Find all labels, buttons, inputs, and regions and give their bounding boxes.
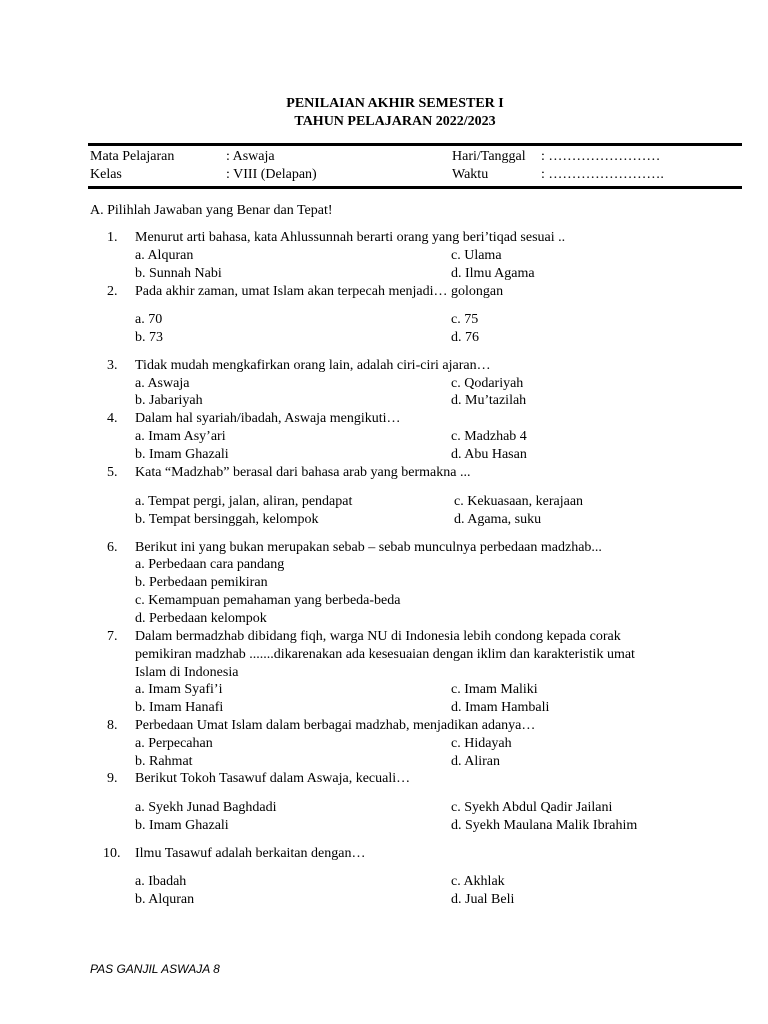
- question-text: Berikut Tokoh Tasawuf dalam Aswaja, kecuali…: [135, 771, 411, 786]
- option-b: b. Tempat bersinggah, kelompok: [135, 512, 319, 527]
- question-number: 9.: [107, 771, 118, 786]
- subject-label: Mata Pelajaran: [90, 149, 175, 164]
- option-a: a. Alquran: [135, 248, 194, 263]
- question-number: 6.: [107, 540, 118, 555]
- question-text-line: Dalam bermadzhab dibidang fiqh, warga NU di Indonesia lebih condong kepada corak: [135, 629, 621, 644]
- option-c: c. Kemampuan pemahaman yang berbeda-beda: [135, 593, 401, 608]
- date-label: Hari/Tanggal: [452, 149, 526, 164]
- option-a: a. Tempat pergi, jalan, aliran, pendapat: [135, 494, 353, 509]
- question-text: Menurut arti bahasa, kata Ahlussunnah berarti orang yang beri’tiqad sesuai ..: [135, 230, 566, 245]
- option-b: b. Rahmat: [135, 754, 193, 769]
- question-number: 5.: [107, 465, 118, 480]
- class-label: Kelas: [90, 167, 122, 182]
- option-d: d. Perbedaan kelompok: [135, 611, 267, 626]
- question-text: Ilmu Tasawuf adalah berkaitan dengan…: [135, 846, 366, 861]
- option-a: a. Perbedaan cara pandang: [135, 557, 285, 572]
- date-value: : ……………………: [541, 149, 661, 164]
- option-d: d. Ilmu Agama: [451, 266, 535, 281]
- option-d: d. Jual Beli: [451, 892, 515, 907]
- option-a: a. Imam Syafi’i: [135, 682, 223, 697]
- bottom-rule: [88, 186, 742, 189]
- option-a: a. Syekh Junad Baghdadi: [135, 800, 277, 815]
- option-a: a. Perpecahan: [135, 736, 213, 751]
- option-c: c. Hidayah: [451, 736, 512, 751]
- question-text: Dalam hal syariah/ibadah, Aswaja mengikuti…: [135, 411, 401, 426]
- option-c: c. Syekh Abdul Qadir Jailani: [451, 800, 613, 815]
- question-number: 3.: [107, 358, 118, 373]
- option-b: b. Sunnah Nabi: [135, 266, 222, 281]
- question-text: Perbedaan Umat Islam dalam berbagai madzhab, menjadikan adanya…: [135, 718, 536, 733]
- page-footer: PAS GANJIL ASWAJA 8: [90, 962, 220, 976]
- question-number: 2.: [107, 284, 118, 299]
- question-text: Kata “Madzhab” berasal dari bahasa arab yang bermakna ...: [135, 465, 471, 480]
- top-rule: [88, 143, 742, 146]
- option-d: d. Mu’tazilah: [451, 393, 527, 408]
- question-text-line: pemikiran madzhab .......dikarenakan ada kesesuaian dengan iklim dan karakteristik umat: [135, 647, 635, 662]
- option-c: c. Kekuasaan, kerajaan: [454, 494, 584, 509]
- option-d: d. Abu Hasan: [451, 447, 527, 462]
- exam-title: PENILAIAN AKHIR SEMESTER I: [286, 96, 504, 111]
- question-number: 10.: [103, 846, 121, 861]
- option-d: d. Imam Hambali: [451, 700, 550, 715]
- option-d: d. Aliran: [451, 754, 500, 769]
- option-c: c. Ulama: [451, 248, 502, 263]
- option-c: c. 75: [451, 312, 479, 327]
- question-number: 1.: [107, 230, 118, 245]
- option-b: b. Jabariyah: [135, 393, 203, 408]
- option-c: c. Imam Maliki: [451, 682, 538, 697]
- question-number: 4.: [107, 411, 118, 426]
- option-d: d. Agama, suku: [454, 512, 542, 527]
- option-b: b. Imam Hanafi: [135, 700, 224, 715]
- option-a: a. Aswaja: [135, 376, 190, 391]
- option-d: d. Syekh Maulana Malik Ibrahim: [451, 818, 638, 833]
- time-value: : …………………….: [541, 167, 664, 182]
- academic-year: TAHUN PELAJARAN 2022/2023: [294, 114, 496, 129]
- time-label: Waktu: [452, 167, 489, 182]
- option-b: b. Imam Ghazali: [135, 447, 229, 462]
- section-a-heading: A. Pilihlah Jawaban yang Benar dan Tepat!: [90, 203, 333, 218]
- question-text: Pada akhir zaman, umat Islam akan terpecah menjadi… golongan: [135, 284, 504, 299]
- option-b: b. 73: [135, 330, 163, 345]
- class-value: : VIII (Delapan): [226, 167, 317, 182]
- option-a: a. 70: [135, 312, 163, 327]
- question-number: 8.: [107, 718, 118, 733]
- question-number: 7.: [107, 629, 118, 644]
- option-c: c. Akhlak: [451, 874, 505, 889]
- question-text-line: Islam di Indonesia: [135, 665, 239, 680]
- option-b: b. Perbedaan pemikiran: [135, 575, 268, 590]
- option-d: d. 76: [451, 330, 479, 345]
- question-text: Tidak mudah mengkafirkan orang lain, adalah ciri-ciri ajaran…: [135, 358, 491, 373]
- option-a: a. Ibadah: [135, 874, 187, 889]
- option-b: b. Alquran: [135, 892, 195, 907]
- option-a: a. Imam Asy’ari: [135, 429, 226, 444]
- option-c: c. Madzhab 4: [451, 429, 527, 444]
- option-c: c. Qodariyah: [451, 376, 524, 391]
- option-b: b. Imam Ghazali: [135, 818, 229, 833]
- question-text: Berikut ini yang bukan merupakan sebab – sebab munculnya perbedaan madzhab...: [135, 540, 602, 555]
- subject-value: : Aswaja: [226, 149, 275, 164]
